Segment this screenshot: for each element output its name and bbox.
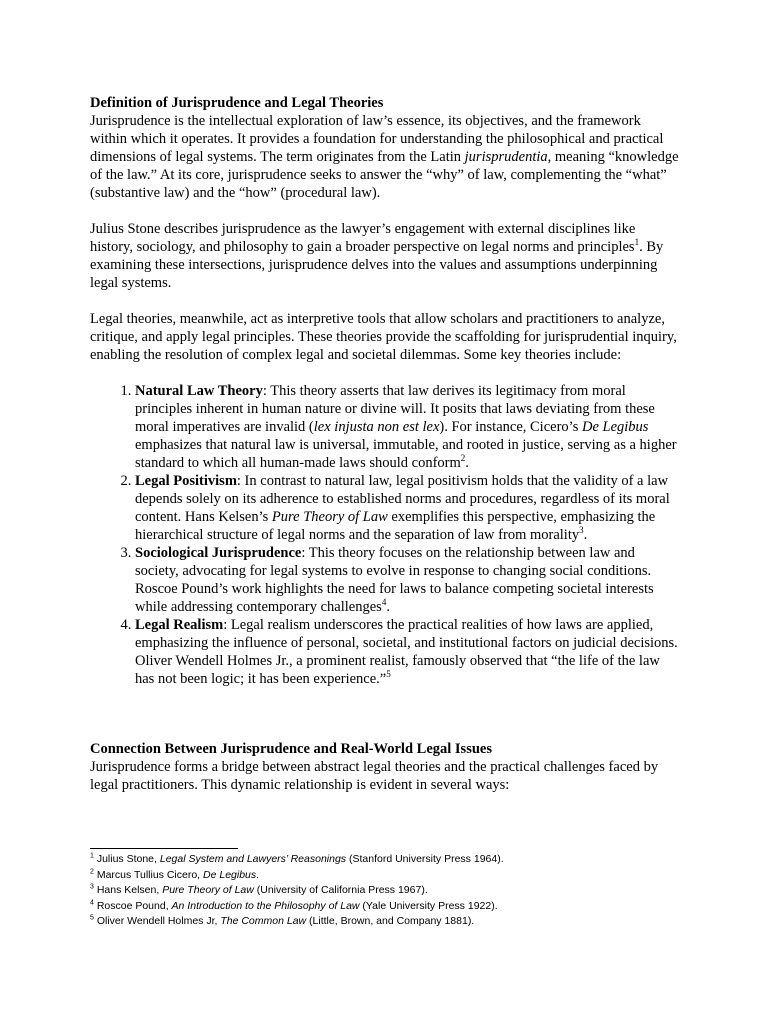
footnote-4 [90, 899, 690, 915]
text-run: Julius Stone, [93, 853, 160, 865]
citation-title: De Legibus [203, 868, 257, 881]
list-item-natural-law [135, 382, 680, 472]
footnote-ref[interactable]: 1 [634, 237, 640, 248]
text-run: Roscoe Pound, [93, 899, 172, 912]
footnote-5 [90, 914, 690, 930]
italic-term: Pure Theory of Law [271, 509, 388, 525]
footnote-ref[interactable]: 3 [579, 525, 584, 536]
text-run: . By examining these intersections, jurisprudence delves into the values and assumptions underpinning legal systems. [90, 239, 664, 291]
list-item-legal-positivism [135, 472, 680, 544]
footnote-number: 3 [90, 883, 94, 891]
footnote-number: 2 [90, 868, 94, 875]
citation-title: Legal System and Lawyers’ Reasonings [159, 853, 347, 865]
paragraph-jurisprudence-definition [90, 112, 680, 202]
list-item-legal-realism [135, 616, 680, 688]
list-item-sociological-jurisprudence [135, 544, 680, 616]
italic-term: lex injusta non est lex [313, 419, 440, 435]
text-run: exemplifies this perspective, emphasizing the hierarchical structure of legal norms and the separation of law from morality [135, 509, 656, 543]
footnotes [90, 848, 690, 930]
text-run: : In contrast to natural law, legal positivism holds that the validity of a law depends solely on its adherence to established norms and procedures, regardless of its moral content. Hans Kelsen’s [135, 473, 670, 525]
theory-title: Legal Realism [135, 617, 224, 633]
footnote-1 [90, 852, 690, 868]
text-run: Marcus Tullius Cicero, [93, 868, 204, 881]
section-heading-connection: Connection Between Jurisprudence and Real-World Legal Issues [90, 741, 492, 757]
text-run: Hans Kelsen, [93, 884, 163, 896]
paragraph-julius-stone [90, 220, 680, 292]
text-run: (Stanford University Press 1964). [346, 853, 504, 865]
text-run: : This theory asserts that law derives its legitimacy from moral principles inherent in human nature or divine will. It posits that laws deviating from these moral imperatives are invalid ( [135, 383, 655, 435]
paragraph-legal-theories: Legal theories, meanwhile, act as interpretive tools that allow scholars and practitioners to analyze, critique, and apply legal principles. These theories provide the scaffolding for jurisprudential inquiry, enabling the resolution of complex legal and societal dilemmas. Some key theories include: [90, 311, 677, 363]
theories-list [90, 382, 680, 688]
italic-term: De Legibus [581, 419, 649, 435]
citation-title: The Common Law [220, 915, 307, 927]
footnote-ref[interactable]: 2 [460, 453, 466, 464]
italic-term: jurisprudentia [464, 149, 548, 165]
footnote-ref[interactable]: 4 [381, 597, 387, 608]
paragraph-connection: Jurisprudence forms a bridge between abstract legal theories and the practical challenges faced by legal practitioners. This dynamic relationship is evident in several ways: [90, 759, 659, 793]
text-run: emphasizes that natural law is universal, immutable, and rooted in justice, serving as a higher standard to which all human-made laws should conform [135, 437, 677, 471]
citation-title: An Introduction to the Philosophy of Law [171, 899, 360, 912]
section-heading-definition: Definition of Jurisprudence and Legal Theories [90, 95, 384, 111]
text-run: (Yale University Press 1922). [359, 899, 498, 912]
text-run: . [465, 455, 469, 471]
footnote-number: 5 [90, 914, 94, 922]
text-run: (Little, Brown, and Company 1881). [306, 915, 475, 927]
section-connection [90, 740, 680, 794]
text-run: : Legal realism underscores the practical realities of how laws are applied, emphasizing the influence of personal, societal, and institutional factors on judicial decisions. Oliver Wendell Holmes Jr., a prominent realist, famously observed that “the life of the law has not been logic; it has been experience.” [135, 617, 678, 687]
text-run: : This theory focuses on the relationship between law and society, advocating for legal systems to evolve in response to changing social conditions. Roscoe Pound’s work highlights the need for laws to balance competing societal interests while addressing contemporary challenges [135, 545, 654, 615]
document-body [90, 94, 680, 812]
footnote-number: 4 [90, 899, 94, 906]
text-run: . [583, 527, 588, 543]
text-run: ). For instance, Cicero’s [439, 419, 582, 435]
text-run: . [386, 599, 390, 615]
text-run: . [256, 868, 260, 881]
text-run: (University of California Press 1967). [253, 884, 428, 896]
footnote-2 [90, 868, 690, 884]
footnote-ref[interactable]: 5 [386, 669, 391, 680]
theory-title: Legal Positivism [135, 473, 237, 489]
text-run: Jurisprudence is the intellectual exploration of law’s essence, its objectives, and the framework within which it operates. It provides a foundation for understanding the philosophical and practical dimensions of legal systems. The term originates from the Latin [90, 113, 664, 165]
theory-title: Sociological Jurisprudence [135, 545, 302, 561]
footnote-3 [90, 883, 690, 899]
footnote-number: 1 [90, 852, 94, 860]
citation-title: Pure Theory of Law [162, 884, 254, 896]
text-run: Oliver Wendell Holmes Jr, [93, 915, 221, 927]
text-run: Julius Stone describes jurisprudence as the lawyer’s engagement with external disciplines like history, sociology, and philosophy to gain a broader perspective on legal norms and principles [90, 221, 636, 255]
footnote-separator [90, 848, 238, 849]
theory-title: Natural Law Theory [135, 383, 263, 399]
text-run: , meaning “knowledge of the law.” At its core, jurisprudence seeks to answer the “why” of law, complementing the “what” (substantive law) and the “how” (procedural law). [90, 149, 679, 201]
